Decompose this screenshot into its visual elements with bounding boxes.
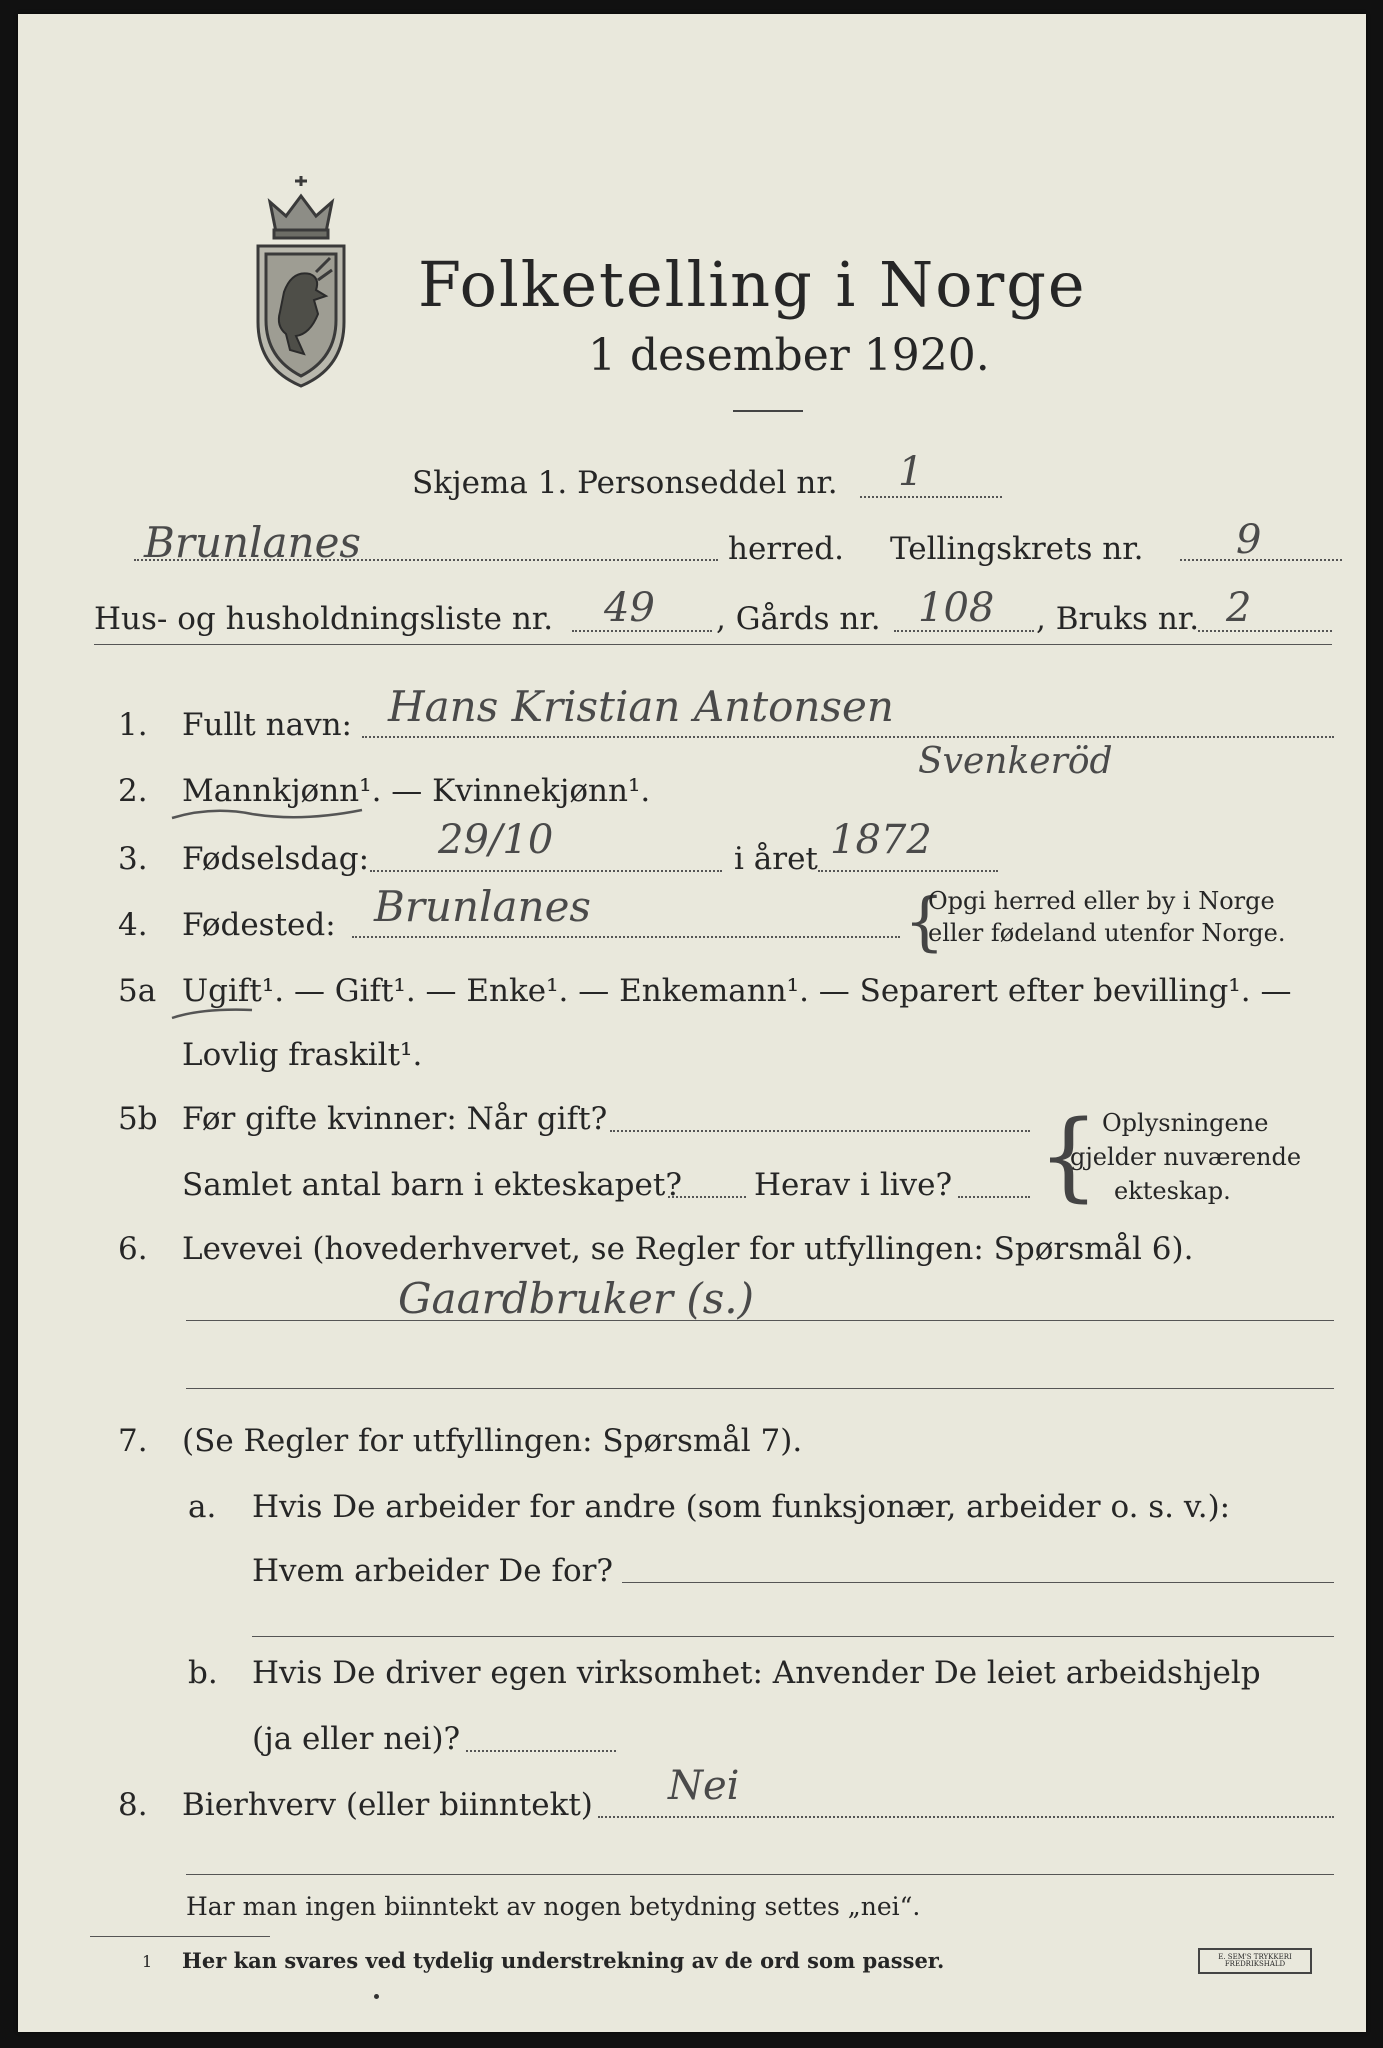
q4-label: Fødested: xyxy=(182,907,336,943)
q7a-line1: Hvis De arbeider for andre (som funksjonær, arbeider o. s. v.): xyxy=(252,1489,1231,1525)
printer-stamp xyxy=(1198,1948,1312,1974)
krets-label: Tellingskrets nr. xyxy=(890,531,1144,567)
full-name-extra: Svenkeröd xyxy=(918,741,1113,782)
q4-brace: { xyxy=(904,885,945,959)
q5b-line1: Før gifte kvinner: Når gift? xyxy=(182,1101,608,1137)
census-form xyxy=(18,14,1366,2032)
side-income-line-2[interactable] xyxy=(186,1874,1334,1875)
birthdate-value: 29/10 xyxy=(438,817,554,863)
q5b-note-3: ekteskap. xyxy=(1114,1177,1231,1205)
q7b-line1: Hvis De driver egen virksomhet: Anvender De leiet arbeidshjelp xyxy=(252,1655,1261,1691)
q4-number: 4. xyxy=(118,907,148,943)
q5b-brace: { xyxy=(1038,1100,1100,1212)
personseddel-value: 1 xyxy=(898,449,924,495)
q7-number: 7. xyxy=(118,1423,148,1459)
q5b-number: 5b xyxy=(118,1101,158,1137)
full-name-field[interactable] xyxy=(362,736,1334,738)
bruks-label: , Bruks nr. xyxy=(1036,601,1200,637)
marital-underline-mark xyxy=(168,1002,258,1024)
printer-city: FREDRIKSHALD xyxy=(1224,1960,1286,1968)
form-title: Folketelling i Norge xyxy=(418,248,1087,321)
q1-number: 1. xyxy=(118,707,148,743)
gender-underline-mark xyxy=(168,804,368,826)
birth-year-value: 1872 xyxy=(830,817,932,863)
birthdate-field[interactable] xyxy=(370,870,722,872)
schema-label: Skjema 1. Personseddel nr. xyxy=(412,465,838,501)
footnote-mark: 1 xyxy=(142,1952,153,1971)
occupation-line-2[interactable] xyxy=(186,1388,1334,1389)
occupation-line-1[interactable] xyxy=(186,1320,1334,1321)
q2-gender-options: Mannkjønn¹. — Kvinnekjønn¹. xyxy=(182,773,651,809)
herred-value: Brunlanes xyxy=(144,518,361,567)
ink-dot xyxy=(374,1994,379,1999)
children-alive-field[interactable] xyxy=(958,1196,1030,1198)
q3-number: 3. xyxy=(118,841,148,877)
side-income-field[interactable] xyxy=(598,1816,1334,1818)
birth-year-field[interactable] xyxy=(818,870,998,872)
q8-label: Bierhverv (eller biinntekt) xyxy=(182,1787,593,1823)
employer-field-2[interactable] xyxy=(252,1636,1334,1637)
q6-number: 6. xyxy=(118,1231,148,1267)
footer-note: Har man ingen biinntekt av nogen betydning settes „nei“. xyxy=(186,1892,921,1921)
employer-field[interactable] xyxy=(622,1582,1334,1583)
coat-of-arms-icon xyxy=(246,172,356,390)
q5b-note-1: Oplysningene xyxy=(1102,1109,1269,1137)
q4-note-2: eller fødeland utenfor Norge. xyxy=(928,919,1286,947)
q5b-alive-label: Herav i live? xyxy=(754,1167,953,1203)
q5a-marital-options: Ugift¹. — Gift¹. — Enke¹. — Enkemann¹. — Separert efter bevilling¹. — xyxy=(182,973,1292,1009)
side-income-value: Nei xyxy=(668,1763,740,1809)
q1-label: Fullt navn: xyxy=(182,707,352,743)
q5b-note-2: gjelder nuværende xyxy=(1070,1143,1302,1171)
census-date: 1 desember 1920. xyxy=(588,330,990,381)
personseddel-field[interactable] xyxy=(860,496,1002,498)
krets-value: 9 xyxy=(1236,517,1262,563)
herred-label: herred. xyxy=(728,531,844,567)
occupation-value: Gaardbruker (s.) xyxy=(398,1274,755,1323)
q7-label: (Se Regler for utfyllingen: Spørsmål 7). xyxy=(182,1423,803,1459)
q4-note-1: Opgi herred eller by i Norge xyxy=(928,887,1275,915)
q8-number: 8. xyxy=(118,1787,148,1823)
footnote-rule xyxy=(90,1936,270,1937)
bruks-field[interactable] xyxy=(1198,630,1332,632)
q5a-number: 5a xyxy=(118,973,157,1009)
birthplace-field[interactable] xyxy=(352,936,900,938)
household-list-value: 49 xyxy=(604,585,655,631)
children-field[interactable] xyxy=(668,1196,746,1198)
birth-year-label: i året xyxy=(734,841,818,877)
household-list-label: Hus- og husholdningsliste nr. xyxy=(94,601,554,637)
q2-number: 2. xyxy=(118,773,148,809)
hired-help-field[interactable] xyxy=(466,1750,616,1752)
q7a-letter: a. xyxy=(188,1489,217,1525)
gards-value: 108 xyxy=(918,585,995,631)
bruks-value: 2 xyxy=(1226,585,1252,631)
q7b-letter: b. xyxy=(188,1655,218,1691)
q6-label: Levevei (hovederhvervet, se Regler for utfyllingen: Spørsmål 6). xyxy=(182,1231,1194,1267)
full-name-value: Hans Kristian Antonsen xyxy=(388,682,894,731)
footnote-text: Her kan svares ved tydelig understrekning av de ord som passer. xyxy=(182,1948,945,1973)
gards-label: , Gårds nr. xyxy=(716,601,881,637)
birthplace-value: Brunlanes xyxy=(374,882,591,931)
q7a-line2: Hvem arbeider De for? xyxy=(252,1553,614,1589)
q7b-line2: (ja eller nei)? xyxy=(252,1721,461,1757)
q3-label: Fødselsdag: xyxy=(182,841,370,877)
header-divider xyxy=(94,644,1332,645)
married-when-field[interactable] xyxy=(610,1130,1030,1132)
printer-name: E. SEM'S TRYKKERI xyxy=(1218,1953,1292,1961)
q5a-line2: Lovlig fraskilt¹. xyxy=(182,1037,423,1073)
title-divider xyxy=(733,410,803,412)
q5b-children-label: Samlet antal barn i ekteskapet? xyxy=(182,1167,682,1203)
